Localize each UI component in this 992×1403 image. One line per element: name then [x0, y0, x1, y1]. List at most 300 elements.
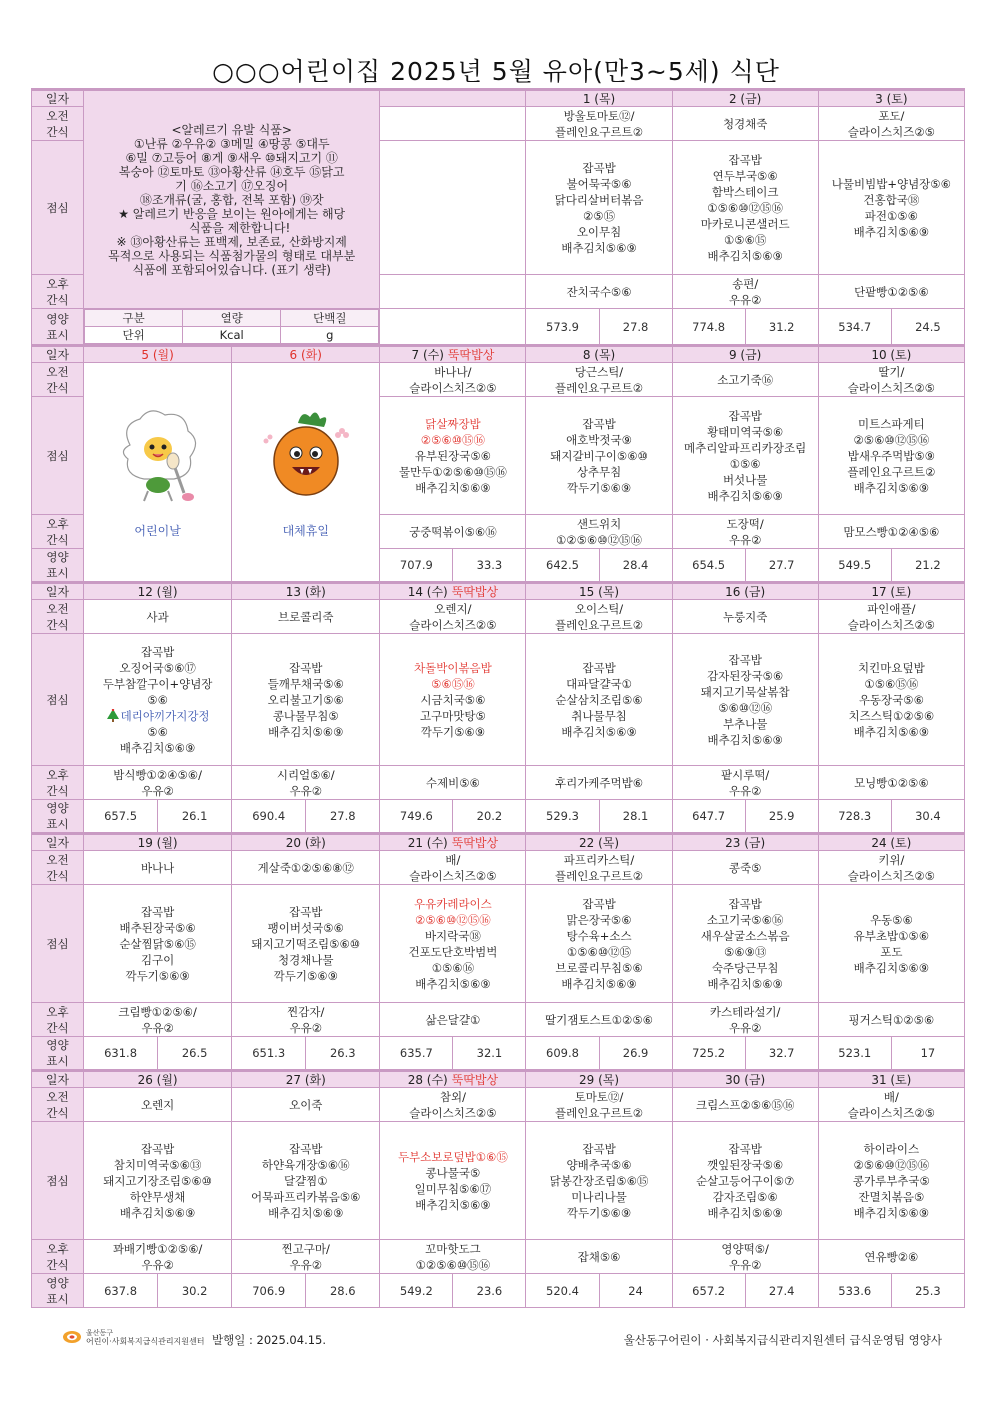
lunch-cell-line: 참치미역국⑤⑥⑬ — [113, 1157, 202, 1172]
morning-snack-cell-line: 오렌지 — [140, 1097, 175, 1112]
morning-snack-cell — [672, 851, 818, 885]
lunch-cell-line: 잡곡밥 — [582, 160, 616, 175]
lunch-cell-line: 배추김치⑤⑥⑨ — [415, 1197, 491, 1212]
lunch-cell-line: ①⑤⑥⑮ — [723, 232, 767, 247]
lunch-label: 점심 — [32, 885, 84, 1003]
lunch-cell-line: 배추된장국⑤⑥ — [119, 920, 196, 935]
morning-snack-cell-line: 당근스틱/ — [574, 364, 624, 379]
morning-snack-cell-line: 포도/ — [878, 108, 905, 123]
day-date: 12 (월) — [84, 583, 232, 600]
lunch-cell-line: 황태미역국⑤⑥ — [707, 424, 784, 439]
lunch-cell-line: 치즈스틱①②⑤⑥ — [848, 708, 935, 723]
kcal-value: 533.6 — [818, 1274, 891, 1308]
afternoon-snack-cell-line: 후리가케주먹밥⑥ — [554, 775, 644, 790]
lunch-cell-line: 하이라이스 — [863, 1141, 920, 1156]
allergy-info — [84, 90, 380, 309]
lunch-label: 점심 — [32, 397, 84, 515]
morning-snack-cell-line: 플레인요구르트② — [554, 124, 644, 139]
lunch-cell — [818, 885, 964, 1003]
lunch-label: 점심 — [32, 634, 84, 766]
lunch-cell — [672, 397, 818, 515]
morning-snack-cell-line: 슬라이스치즈②⑤ — [847, 617, 935, 632]
afternoon-snack-row — [32, 1003, 965, 1037]
morning-snack-cell-line: 슬라이스치즈②⑤ — [847, 124, 935, 139]
lunch-cell-line: 배추김치⑤⑥⑨ — [853, 960, 930, 975]
lunch-cell-line: 배추김치⑤⑥⑨ — [268, 724, 344, 739]
lunch-cell-line: 잡곡밥 — [140, 904, 175, 919]
morning-snack-cell-line: 토마토⑫/ — [574, 1089, 624, 1104]
morning-snack-cell — [818, 1088, 964, 1122]
lunch-cell-line: 돼지고기묵살볶찹 — [700, 684, 790, 699]
holiday-cell — [232, 363, 380, 583]
morning-snack-cell-line: 슬라이스치즈②⑤ — [409, 868, 497, 883]
morning-snack-cell — [526, 851, 672, 885]
lunch-cell-line: 밥새우주먹밥⑤⑨ — [847, 448, 935, 463]
lunch-cell-line: 팽이버섯국⑤⑥ — [267, 920, 344, 935]
lunch-cell-line: 배추김치⑤⑥⑨ — [561, 976, 637, 991]
empty-cell — [380, 275, 526, 309]
kcal-value: 523.1 — [818, 1037, 891, 1071]
lunch-cell-line: 플레인요구르트② — [847, 464, 936, 479]
morning-snack-cell — [672, 363, 818, 397]
morning-snack-cell-line: 배/ — [883, 1089, 899, 1104]
afternoon-snack-cell — [672, 1003, 818, 1037]
afternoon-snack-cell — [232, 1240, 380, 1274]
morning-snack-cell-line: 키위/ — [878, 852, 905, 867]
lunch-cell-line: 콩가루부추국⑤ — [852, 1173, 930, 1188]
morning-snack-label: 오전 간식 — [32, 600, 84, 634]
morning-snack-cell — [526, 600, 672, 634]
afternoon-snack-cell-line: 궁중떡볶이⑤⑥⑯ — [409, 524, 497, 539]
afternoon-snack-cell-line: 우유② — [728, 783, 762, 798]
day-date: 17 (토) — [818, 583, 964, 600]
lunch-cell-line: 바지락국⑱ — [424, 928, 481, 943]
lunch-cell-line: 잡곡밥 — [582, 660, 616, 675]
day-date: 9 (금) — [672, 346, 818, 363]
protein-value: 24 — [599, 1274, 672, 1308]
lunch-row — [32, 885, 965, 1003]
kcal-value: 549.5 — [818, 549, 891, 583]
afternoon-snack-cell — [380, 1003, 526, 1037]
kcal-value: 651.3 — [232, 1037, 306, 1071]
lunch-cell — [818, 1122, 964, 1240]
lunch-cell-line: 잡곡밥 — [289, 904, 323, 919]
lunch-cell-line: 나물비빔밥+양념장⑤⑥ — [831, 176, 951, 191]
afternoon-snack-cell-line: 우유② — [141, 1257, 174, 1272]
morning-snack-cell-line: 참외/ — [439, 1089, 466, 1104]
protein-value: 26.3 — [306, 1037, 380, 1071]
afternoon-snack-label: 오후 간식 — [32, 1240, 84, 1274]
day-date: 22 (목) — [526, 834, 672, 851]
afternoon-snack-row — [32, 1240, 965, 1274]
morning-snack-cell-line: 슬라이스치즈②⑤ — [847, 868, 935, 883]
allergy-note: 목적으로 사용되는 식품첨가물의 형태로 대부분 — [108, 248, 356, 263]
lunch-cell-line: 미나리나물 — [571, 1189, 627, 1204]
morning-snack-cell — [84, 851, 232, 885]
lunch-cell-line: 연두부국⑤⑥ — [712, 168, 778, 183]
lunch-cell-line: 잡곡밥 — [289, 1141, 323, 1156]
lunch-cell-line: 미트스파게티 — [858, 416, 925, 431]
nutrition-header — [84, 309, 380, 346]
afternoon-snack-cell — [526, 275, 672, 309]
day-date: 1 (목) — [526, 90, 672, 107]
protein-value: 28.4 — [599, 549, 672, 583]
kcal-value: 642.5 — [526, 549, 599, 583]
kcal-value: 725.2 — [672, 1037, 745, 1071]
afternoon-snack-cell-line: 샌드위치 — [576, 516, 622, 531]
morning-snack-cell-line: 슬라이스치즈②⑤ — [847, 1105, 935, 1120]
lunch-cell-line: 하얀무생채 — [129, 1189, 186, 1204]
lunch-cell-line: ①⑤⑥⑩⑫⑮⑯ — [707, 200, 784, 215]
morning-snack-cell — [818, 851, 964, 885]
lunch-cell-line: ②⑤⑥⑩⑫⑮⑯ — [853, 1157, 930, 1172]
protein-value: 26.1 — [158, 800, 232, 834]
lunch-cell-line: 우동⑤⑥ — [869, 912, 913, 927]
week-date-row — [32, 346, 965, 363]
lunch-cell-line: 김구이 — [140, 952, 175, 967]
lunch-cell — [380, 397, 526, 515]
afternoon-snack-cell-line: 삶은달걀① — [425, 1012, 481, 1027]
lunch-cell-line: 시금치국⑤⑥ — [420, 692, 486, 707]
morning-snack-cell-line: 슬라이스치즈②⑤ — [847, 380, 935, 395]
date-label: 일자 — [32, 346, 84, 363]
afternoon-snack-cell-line: 단팥빵①②⑤⑥ — [854, 284, 929, 299]
lunch-cell-line: ②⑤⑥⑩⑫⑮⑯ — [415, 912, 491, 927]
egg-mascot-icon — [110, 405, 206, 505]
morning-snack-cell — [818, 107, 964, 141]
lunch-cell-line: ⑤⑥ — [147, 724, 168, 739]
lunch-cell-line: 우동장국⑤⑥ — [858, 692, 924, 707]
publish-date: 발행일 : 2025.04.15. — [212, 1333, 327, 1347]
afternoon-snack-cell — [380, 1240, 526, 1274]
week-date-row — [32, 1071, 965, 1088]
afternoon-snack-cell-line: 우유② — [141, 1020, 174, 1035]
lunch-cell-line: 잡곡밥 — [140, 644, 175, 659]
morning-snack-cell — [672, 107, 818, 141]
day-date: 3 (토) — [818, 90, 964, 107]
lunch-cell-line: 함박스테이크 — [711, 184, 779, 199]
afternoon-snack-cell-line: 연유빵②⑥ — [864, 1249, 919, 1264]
protein-value: 25.3 — [891, 1274, 964, 1308]
morning-snack-cell-line: 플레인요구르트② — [554, 617, 644, 632]
carrot-mascot-icon — [258, 405, 354, 505]
footer — [62, 1330, 942, 1348]
lunch-cell-line: 오이무침 — [576, 224, 622, 239]
lunch-cell-line: 감자된장국⑤⑥ — [707, 668, 784, 683]
nutrition-row — [32, 1274, 965, 1308]
lunch-cell — [380, 634, 526, 766]
lunch-cell-line: ⑤⑥⑨⑬ — [723, 944, 767, 959]
afternoon-snack-cell — [380, 766, 526, 800]
special-meal-tag: 뚝딱밥상 — [447, 347, 495, 362]
lunch-cell — [232, 634, 380, 766]
nutrition-label: 영양 표시 — [32, 800, 84, 834]
lunch-cell — [526, 885, 672, 1003]
lunch-cell-line: 상추무침 — [576, 464, 622, 479]
menu-table — [31, 88, 965, 1308]
kcal-value: 774.8 — [672, 309, 745, 346]
day-date: 2 (금) — [672, 90, 818, 107]
lunch-cell-line: 돼지고기떡조림⑤⑥⑩ — [251, 936, 361, 951]
nutrition-unit-unit1: 단위 — [85, 327, 183, 344]
lunch-cell-line: 오리불고기⑤⑥ — [267, 692, 344, 707]
afternoon-snack-cell — [526, 766, 672, 800]
lunch-cell-line: 포도 — [880, 944, 903, 959]
lunch-cell-line: ②⑤⑥⑩⑫⑮⑯ — [853, 432, 930, 447]
protein-value: 32.1 — [453, 1037, 526, 1071]
lunch-cell-line: 양배추국⑤⑥ — [566, 1157, 632, 1172]
protein-value: 28.6 — [306, 1274, 380, 1308]
empty-cell — [380, 90, 526, 107]
morning-snack-cell-line: 콩죽⑤ — [728, 860, 762, 875]
morning-snack-cell — [84, 600, 232, 634]
morning-snack-cell-line: 누룽지죽 — [722, 609, 768, 624]
nutrition-label: 영양 표시 — [32, 549, 84, 583]
empty-cell — [380, 107, 526, 141]
kcal-value: 534.7 — [818, 309, 891, 346]
protein-value: 27.4 — [745, 1274, 818, 1308]
day-date: 14 (수) 뚝딱밥상 — [380, 583, 526, 600]
morning-snack-cell-line: 오이스틱/ — [574, 601, 624, 616]
afternoon-snack-cell-line: 시리얼⑤⑥/ — [276, 767, 335, 782]
day-date: 20 (화) — [232, 834, 380, 851]
kcal-value: 529.3 — [526, 800, 599, 834]
allergy-line: ⑱조개류(굴, 홍합, 전복 포함) ⑲잣 — [139, 192, 324, 207]
lunch-cell-line: 배추김치⑤⑥⑨ — [561, 240, 637, 255]
morning-snack-cell-line: 플레인요구르트② — [554, 868, 644, 883]
kcal-value: 635.7 — [380, 1037, 453, 1071]
lunch-cell-line: 부추나물 — [722, 716, 768, 731]
center-logo-icon — [62, 1330, 82, 1344]
lunch-cell-line: 파전①⑤⑥ — [864, 208, 918, 223]
morning-snack-cell — [672, 1088, 818, 1122]
morning-snack-row — [32, 1088, 965, 1122]
lunch-cell-line: 어묵파프리카볶음⑤⑥ — [251, 1189, 361, 1204]
lunch-cell-line: 대파달걀국① — [566, 676, 632, 691]
lunch-cell-line: 배추김치⑤⑥⑨ — [707, 488, 783, 503]
morning-snack-cell — [232, 600, 380, 634]
lunch-cell — [526, 1122, 672, 1240]
lunch-cell-line: 숙주당근무침 — [711, 960, 779, 975]
lunch-cell-line: 유부된장국⑤⑥ — [414, 448, 491, 463]
morning-snack-cell-line: 슬라이스치즈②⑤ — [409, 380, 497, 395]
kcal-value: 647.7 — [672, 800, 745, 834]
lunch-cell — [380, 885, 526, 1003]
lunch-cell-line: 잡곡밥 — [728, 652, 762, 667]
lunch-cell-line: ①⑤⑥⑩⑫⑮ — [566, 944, 632, 959]
lunch-cell-line: 두부참깔구이+양념장 — [102, 676, 213, 691]
lunch-cell-line: 잡곡밥 — [582, 1141, 616, 1156]
afternoon-snack-cell-line: 잡채⑤⑥ — [577, 1249, 621, 1264]
afternoon-snack-cell-line: 꼬마핫도그 — [425, 1241, 481, 1256]
allergy-note: 식품에 포함되어있습니다. (표기 생략) — [132, 262, 331, 277]
afternoon-snack-cell-line: 카스테라설기/ — [709, 1004, 781, 1019]
empty-cell — [380, 141, 526, 275]
allergy-line: 식품을 제한합니다! — [189, 220, 291, 235]
lunch-cell-line: 잡곡밥 — [728, 152, 762, 167]
day-date: 8 (목) — [526, 346, 672, 363]
afternoon-snack-cell-line: 크림빵①②⑤⑥/ — [118, 1004, 197, 1019]
holiday-cell — [84, 363, 232, 583]
day-date: 7 (수) 뚝딱밥상 — [380, 346, 526, 363]
allergy-line: ⑥밀 ⑦고등어 ⑧게 ⑨새우 ⑩돼지고기 ⑪ — [125, 150, 338, 165]
afternoon-snack-label: 오후 간식 — [32, 766, 84, 800]
afternoon-snack-cell-line: 밤식빵①②④⑤⑥/ — [113, 767, 202, 782]
allergy-line: 복숭아 ⑫토마토 ⑬아황산류 ⑭호두 ⑮닭고 — [118, 164, 345, 179]
lunch-cell-line: 우유카레라이스 — [414, 896, 492, 911]
lunch-cell-line: 오징어국⑤⑥⑰ — [119, 660, 196, 675]
lunch-cell-line: 고구마맛탕⑤ — [419, 708, 486, 723]
lunch-cell-line: 마카로니콘샐러드 — [700, 216, 790, 231]
lunch-cell — [818, 141, 964, 275]
holiday-label: 대체휴일 — [282, 524, 329, 538]
day-date: 31 (토) — [818, 1071, 964, 1088]
date-label: 일자 — [32, 1071, 84, 1088]
protein-value: 26.5 — [158, 1037, 232, 1071]
morning-snack-cell-line: 크림스프②⑤⑥⑮⑯ — [695, 1097, 795, 1112]
lunch-cell-line: 들깨무채국⑤⑥ — [267, 676, 344, 691]
morning-snack-cell-line: 파프리카스틱/ — [563, 852, 635, 867]
nutrition-header-col3: 단백질 — [281, 310, 379, 327]
afternoon-snack-cell — [818, 766, 964, 800]
morning-snack-cell — [232, 851, 380, 885]
nutrition-unit-unit3: g — [281, 327, 379, 344]
special-meal-tag: 뚝딱밥상 — [451, 1072, 499, 1087]
lunch-cell — [672, 885, 818, 1003]
morning-snack-cell-line: 슬라이스치즈②⑤ — [409, 617, 497, 632]
lunch-cell-line: 닭다리살버터볶음 — [554, 192, 644, 207]
afternoon-snack-cell-line: 우유② — [141, 783, 174, 798]
protein-value: 26.9 — [599, 1037, 672, 1071]
day-date: 30 (금) — [672, 1071, 818, 1088]
lunch-cell-line: 잡곡밥 — [289, 660, 323, 675]
lunch-cell-line: 배추김치⑤⑥⑨ — [707, 976, 783, 991]
afternoon-snack-cell — [84, 766, 232, 800]
day-date: 29 (목) — [526, 1071, 672, 1088]
allergy-heading: <알레르기 유발 식품> — [171, 122, 292, 137]
morning-snack-row — [32, 600, 965, 634]
date-label: 일자 — [32, 583, 84, 600]
morning-snack-cell — [526, 107, 672, 141]
lunch-cell-line: 배추김치⑤⑥⑨ — [561, 724, 637, 739]
morning-snack-cell-line: 오렌지/ — [434, 601, 472, 616]
lunch-cell-line: 감자조림⑤⑥ — [712, 1189, 778, 1204]
lunch-cell-line: 배추김치⑤⑥⑨ — [707, 248, 783, 263]
lunch-cell-line: 잡곡밥 — [728, 896, 762, 911]
lunch-cell-line: 청경채나물 — [277, 952, 334, 967]
morning-snack-label: 오전 간식 — [32, 107, 84, 141]
nutrition-row — [32, 800, 965, 834]
lunch-cell-line: 배추김치⑤⑥⑨ — [853, 224, 930, 239]
morning-snack-cell-line: 플레인요구르트② — [554, 380, 644, 395]
day-date: 6 (화) — [232, 346, 380, 363]
special-meal-tag: 뚝딱밥상 — [451, 835, 499, 850]
lunch-row — [32, 1122, 965, 1240]
morning-snack-cell — [672, 600, 818, 634]
lunch-cell-line: 깍두기⑤⑥⑨ — [125, 968, 190, 983]
nutrition-header-col1: 구분 — [85, 310, 183, 327]
date-label: 일자 — [32, 834, 84, 851]
morning-snack-cell — [380, 851, 526, 885]
protein-value: 25.9 — [745, 800, 818, 834]
afternoon-snack-cell — [84, 1003, 232, 1037]
lunch-cell-line: 불어묵국⑤⑥ — [566, 176, 632, 191]
lunch-cell-line: 잡곡밥 — [582, 896, 616, 911]
lunch-cell — [672, 634, 818, 766]
lunch-cell-line: 잡곡밥 — [728, 1141, 762, 1156]
publisher-org: 울산동구어린이 · 사회복지급식관리지원센터 급식운영팀 영양사 — [623, 1333, 942, 1347]
day-date: 24 (토) — [818, 834, 964, 851]
kcal-value: 637.8 — [84, 1274, 158, 1308]
lunch-cell-line: 달걀찜① — [283, 1173, 328, 1188]
special-meal-tag: 뚝딱밥상 — [451, 584, 499, 599]
lunch-cell-line: 치킨마요덮밥 — [858, 660, 925, 675]
lunch-cell-line: 순살찜닭⑤⑥⑮ — [119, 936, 196, 951]
afternoon-snack-cell-line: 우유② — [728, 1257, 762, 1272]
week-date-row — [32, 583, 965, 600]
lunch-cell-line: 배추김치⑤⑥⑨ — [853, 724, 930, 739]
afternoon-snack-cell-line: 송편/ — [732, 276, 759, 291]
morning-snack-row — [32, 851, 965, 885]
morning-snack-cell — [84, 1088, 232, 1122]
morning-snack-cell-line: 바나나/ — [434, 364, 472, 379]
afternoon-snack-cell — [672, 275, 818, 309]
date-label: 일자 — [32, 90, 84, 107]
morning-snack-label: 오전 간식 — [32, 1088, 84, 1122]
afternoon-snack-cell — [526, 1003, 672, 1037]
morning-snack-cell — [526, 1088, 672, 1122]
lunch-cell-line: 브로콜리무침⑤⑥ — [555, 960, 643, 975]
lunch-cell-line: 콩나물무침⑤ — [272, 708, 339, 723]
lunch-cell-line: 배추김치⑤⑥⑨ — [853, 480, 930, 495]
lunch-cell-line: ⑤⑥⑩⑫⑯ — [718, 700, 773, 715]
protein-value: 21.2 — [891, 549, 964, 583]
lunch-cell-line: 순살삼치조림⑤⑥ — [555, 692, 643, 707]
morning-snack-cell-line: 파인애플/ — [867, 601, 916, 616]
afternoon-snack-cell — [818, 1003, 964, 1037]
lunch-cell-line: ②⑤⑥⑩⑮⑯ — [420, 432, 486, 447]
lunch-cell-line: 하얀육개장⑤⑥⑯ — [261, 1157, 350, 1172]
lunch-cell-line: ⑤⑥ — [147, 692, 168, 707]
afternoon-snack-cell-line: 수제비⑤⑥ — [425, 775, 480, 790]
lunch-cell-line: 애호박젓국⑨ — [566, 432, 632, 447]
lunch-cell-line: 순살고등어구이⑤⑦ — [695, 1173, 795, 1188]
morning-snack-cell-line: 오이죽 — [289, 1097, 323, 1112]
lunch-cell-line: 버섯나물 — [722, 472, 768, 487]
kcal-value: 690.4 — [232, 800, 306, 834]
afternoon-snack-cell-line: 찐감자/ — [287, 1004, 325, 1019]
center-brand: 울산동구 어린이·사회복지급식관리지원센터 — [86, 1329, 205, 1346]
lunch-cell-line: 잔멸치볶음⑤ — [858, 1189, 925, 1204]
week-date-row — [32, 834, 965, 851]
afternoon-snack-cell — [84, 1240, 232, 1274]
day-date: 10 (토) — [818, 346, 964, 363]
lunch-cell-line: ①⑤⑥ — [729, 456, 761, 471]
morning-snack-cell-line: 플레인요구르트② — [554, 1105, 644, 1120]
afternoon-snack-cell — [232, 1003, 380, 1037]
lunch-cell-line: 건포도단호박범벅 — [408, 944, 498, 959]
morning-snack-cell-line: 배/ — [445, 852, 461, 867]
protein-value: 28.1 — [599, 800, 672, 834]
day-date: 16 (금) — [672, 583, 818, 600]
lunch-cell-line: 깍두기⑤⑥⑨ — [566, 480, 632, 495]
kcal-value: 654.5 — [672, 549, 745, 583]
kcal-value: 609.8 — [526, 1037, 599, 1071]
lunch-cell — [84, 634, 232, 766]
tree-icon — [106, 709, 120, 722]
morning-snack-cell — [818, 363, 964, 397]
lunch-cell — [232, 885, 380, 1003]
